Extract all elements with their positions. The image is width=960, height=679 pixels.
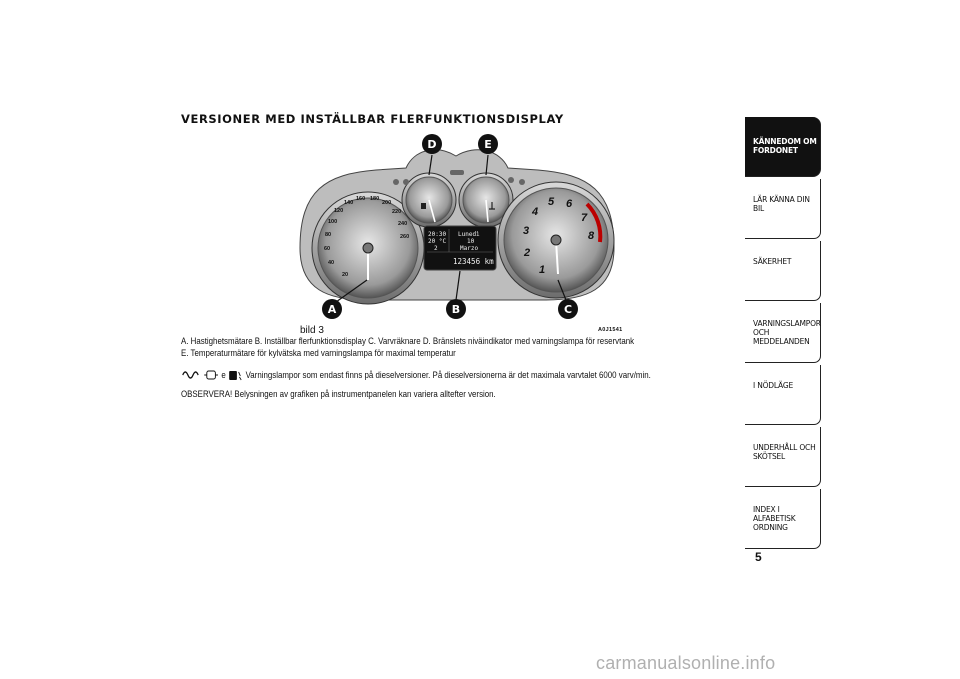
speedo-tick: 140	[344, 200, 354, 206]
warning-connector: e	[221, 370, 226, 380]
instrument-cluster-illustration	[296, 130, 618, 328]
callout-a-label: A	[327, 303, 337, 316]
page-number: 5	[755, 550, 762, 564]
display-odometer: 123456 km	[453, 257, 494, 266]
tab-kannedom-om-fordonet[interactable]	[745, 117, 821, 177]
warning-lamp-icon	[508, 177, 514, 183]
tacho-tick: 7	[581, 212, 588, 224]
observe-note: OBSERVERA! Belysningen av grafiken på instrumentpanelen kan variera alltefter version.	[181, 389, 496, 399]
tacho-tick: 8	[588, 230, 595, 242]
callout-d-label: D	[427, 138, 437, 151]
tab-lar-kanna-din-bil[interactable]	[745, 179, 821, 239]
fuel-pump-icon	[421, 203, 426, 209]
speedo-tick: 20	[342, 272, 349, 278]
diesel-filter-icon	[203, 369, 218, 381]
speedo-tick: 40	[328, 260, 335, 266]
warning-lamp-icon	[519, 179, 525, 185]
display-temperature: 20 °C	[428, 238, 447, 245]
tab-label: SKÖTSEL	[753, 452, 786, 461]
figure-code: A0J1541	[598, 327, 623, 333]
turn-signal-icon	[450, 170, 464, 175]
tab-label: I NÖDLÄGE	[753, 381, 793, 390]
callout-e-label: E	[484, 138, 492, 151]
water-in-fuel-icon	[228, 369, 242, 381]
warning-lamp-icon	[403, 179, 409, 185]
tab-label: KÄNNEDOM OM	[753, 137, 817, 146]
tab-varningslampor[interactable]	[745, 303, 821, 363]
callout-c-label: C	[563, 303, 573, 316]
figure-caption: bild 3	[300, 325, 324, 336]
tab-label: INDEX I ALFABETISK	[753, 505, 796, 523]
tab-label: VARNINGSLAMPOR	[753, 319, 821, 328]
diesel-warning-line	[181, 369, 651, 381]
tacho-tick: 3	[523, 225, 530, 237]
tab-label: SÄKERHET	[753, 257, 792, 266]
tab-index[interactable]	[745, 489, 821, 549]
speedo-tick: 100	[328, 219, 338, 225]
display-time: 20:30	[428, 231, 447, 238]
display-month: Marzo	[460, 245, 479, 252]
tacho-tick: 1	[539, 264, 546, 276]
speedo-tick: 260	[400, 234, 410, 240]
tacho-tick: 6	[566, 198, 573, 210]
section-heading: VERSIONER MED INSTÄLLBAR FLERFUNKTIONSDISPLAY	[181, 112, 564, 126]
warning-description: Varningslampor som endast finns på dieselversioner. På dieselversionerna är det maximala varvtalet 6000 varv/min.	[245, 370, 651, 380]
warning-lamp-icon	[393, 179, 399, 185]
tab-underhall-och-skotsel[interactable]	[745, 427, 821, 487]
tacho-tick: 4	[532, 206, 539, 218]
chapter-sidebar	[745, 117, 821, 551]
speedo-tick: 220	[392, 209, 402, 215]
speedo-tick: 200	[382, 200, 392, 206]
tacho-tick: 2	[524, 247, 531, 259]
speedo-tick: 60	[324, 246, 331, 252]
display-day: Lunedì	[458, 231, 480, 238]
speedo-tick: 240	[398, 221, 408, 227]
watermark: carmanualsonline.info	[596, 653, 776, 673]
tab-label: OCH MEDDELANDEN	[753, 328, 810, 346]
speedo-tick: 180	[370, 196, 380, 202]
speedo-tick: 120	[334, 208, 344, 214]
speedo-tick: 80	[325, 232, 332, 238]
instrument-cluster-figure	[296, 130, 618, 328]
speedo-tick: 160	[356, 196, 366, 202]
display-date: 10	[467, 238, 475, 245]
tab-label: FORDONET	[753, 146, 798, 155]
tab-label: ORDNING	[753, 523, 788, 532]
tab-sakerhet[interactable]	[745, 241, 821, 301]
glow-plug-icon	[181, 369, 200, 381]
tab-label: UNDERHÅLL OCH	[753, 443, 816, 452]
figure-legend	[181, 335, 714, 359]
tab-i-nodlage[interactable]	[745, 365, 821, 425]
display-gear: 2	[434, 245, 438, 252]
legend-line: E. Temperaturmätare för kylvätska med varningslampa för maximal temperatur	[181, 348, 456, 358]
callout-b-label: B	[451, 303, 461, 316]
legend-line: A. Hastighetsmätare B. Inställbar flerfunktionsdisplay C. Varvräknare D. Bränslets niväindikator med varningslampa för reservtank	[181, 336, 635, 346]
tacho-tick: 5	[548, 196, 555, 208]
tab-label: LÄR KÄNNA DIN BIL	[753, 195, 810, 213]
